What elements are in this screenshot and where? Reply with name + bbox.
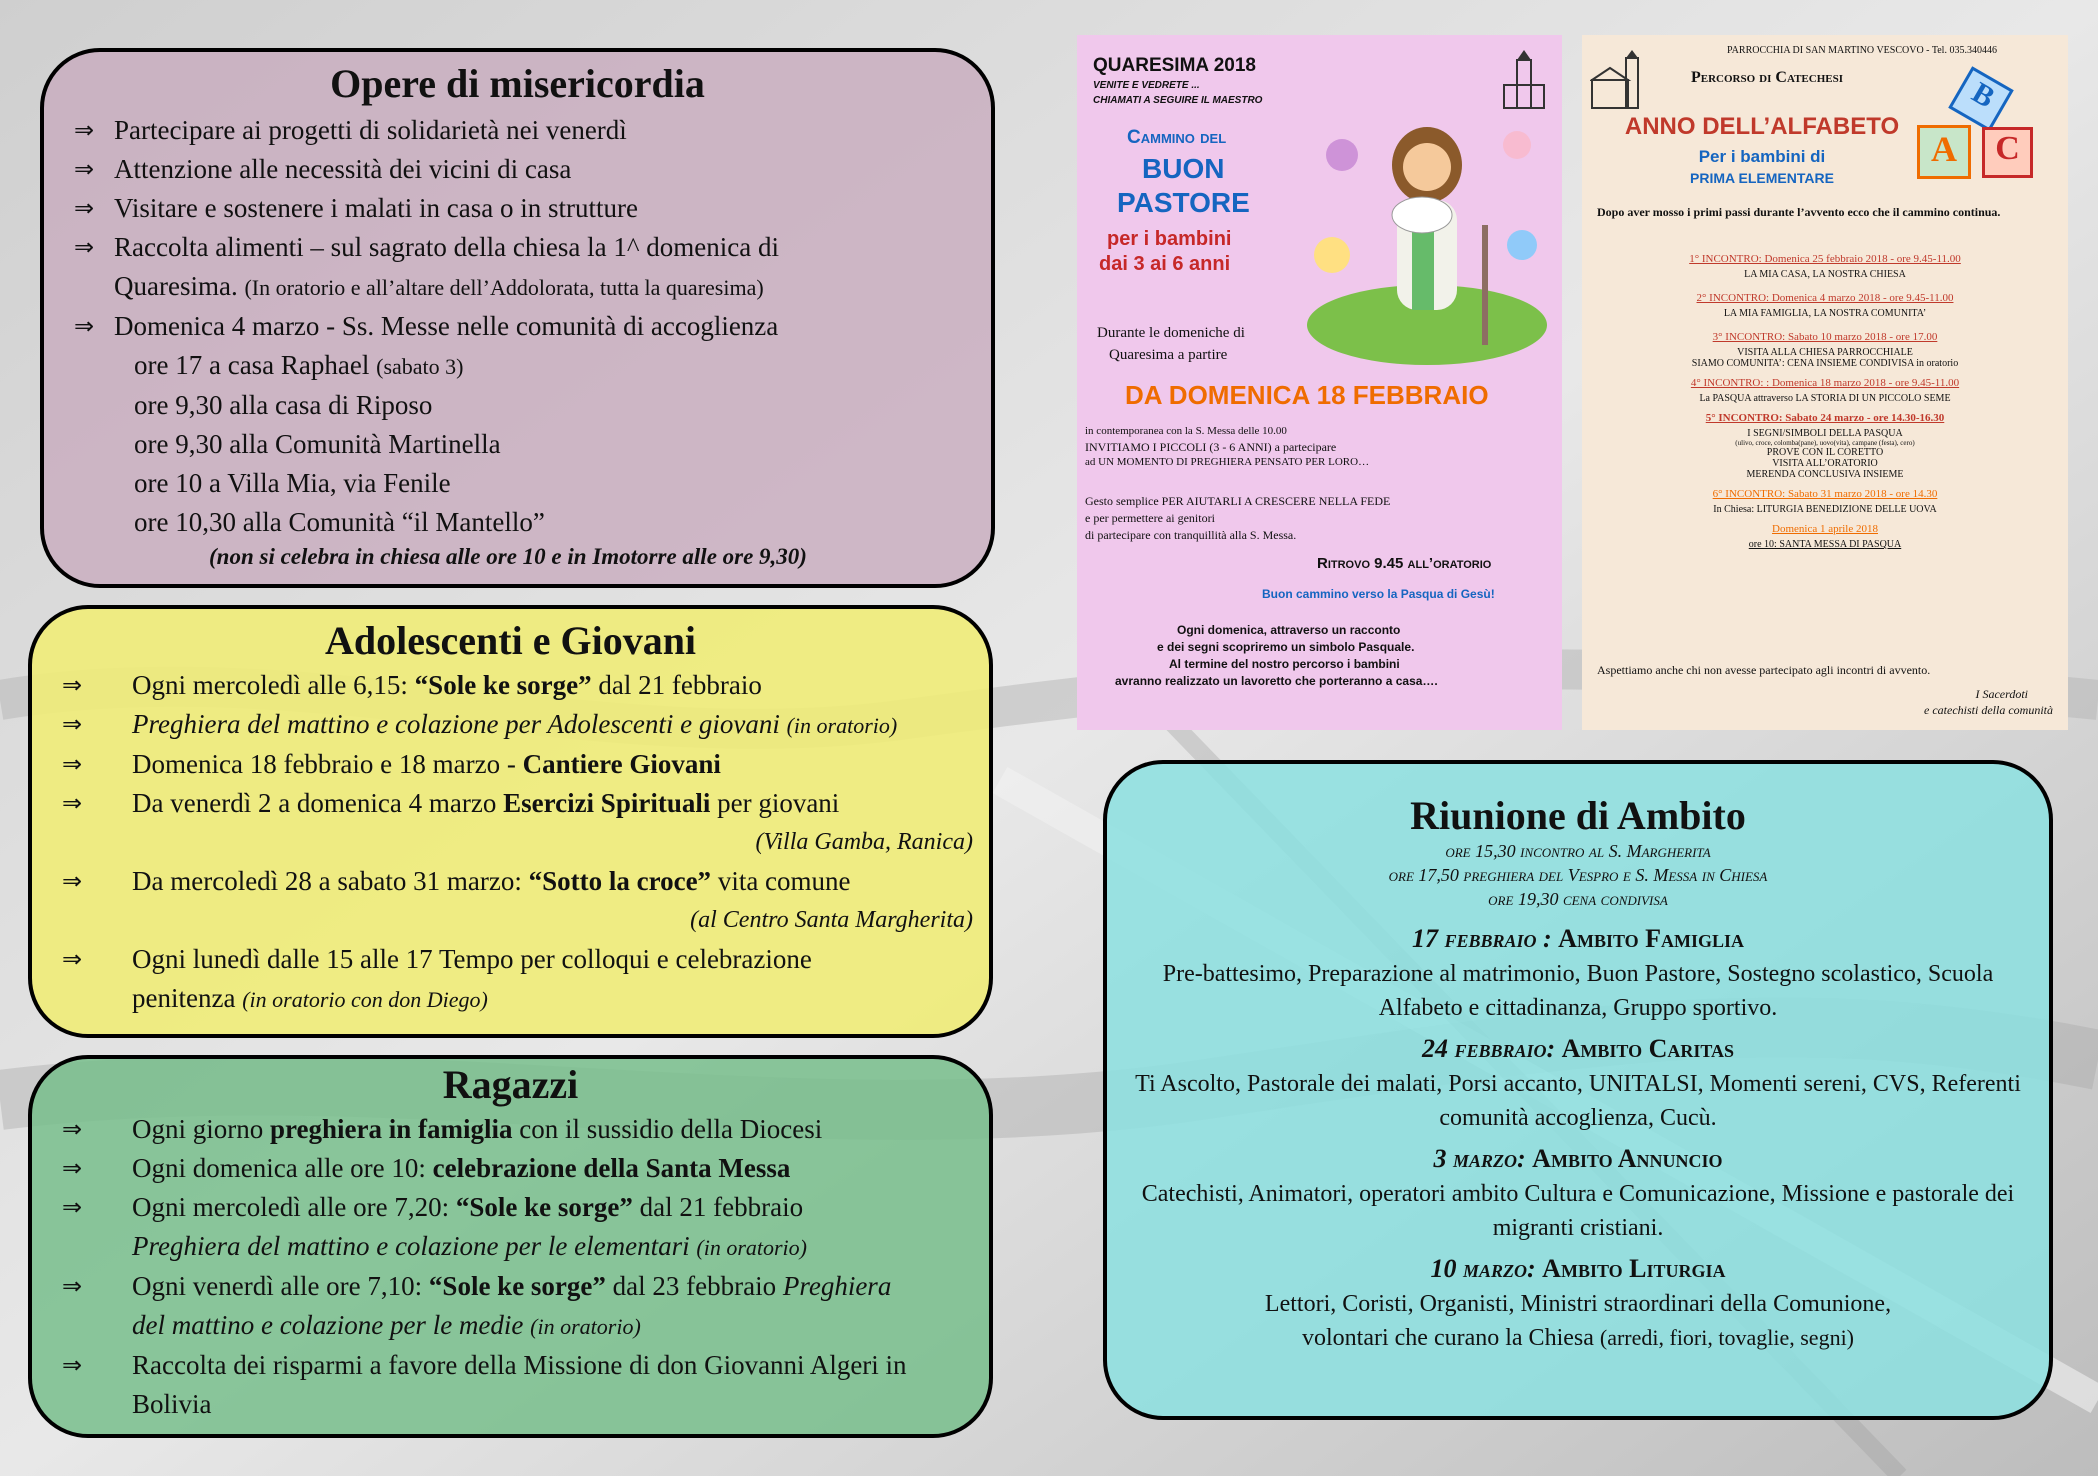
- poster1-date: DA DOMENICA 18 FEBBRAIO: [1125, 380, 1489, 410]
- poster1-heading: BUON: [1142, 153, 1225, 184]
- opere-box: [40, 48, 995, 588]
- poster1-heading: PASTORE: [1117, 187, 1250, 218]
- ragazzi-title: Ragazzi: [442, 1062, 579, 1107]
- arrow-icon: ⇒: [62, 1193, 83, 1221]
- poster1-title: QUARESIMA 2018: [1093, 55, 1256, 76]
- list-item: ⇒ Raccolta alimenti – sul sagrato della chiesa la 1^ domenica di Quaresima. (In oratorio e all’altare dell’Addolorata, tutta la quaresima): [44, 228, 991, 307]
- poster2-signature: I Sacerdoti: [1975, 687, 2028, 701]
- poster1-text: ad UN MOMENTO DI PREGHIERA PENSATO PER LORO…: [1085, 456, 1370, 468]
- poster1-text: INVITIAMO I PICCOLI (3 - 6 ANNI) a partecipare: [1085, 440, 1337, 454]
- arrow-icon: ⇒: [74, 312, 95, 340]
- poster1-subtitle: VENITE E VEDRETE ...: [1093, 80, 1200, 91]
- poster-buon-pastore: [1077, 35, 1562, 730]
- poster1-text: Ogni domenica, attraverso un racconto: [1177, 623, 1401, 637]
- list-item: ⇒ Ogni domenica alle ore 10: celebrazione della Santa Messa: [32, 1149, 989, 1188]
- poster1-text: Gesto semplice PER AIUTARLI A CRESCERE NELLA FEDE: [1085, 494, 1391, 508]
- list-item: ⇒ Ogni venerdì alle ore 7,10: “Sole ke sorge” dal 23 febbraio Preghiera del mattino e colazione per le medie (in oratorio): [32, 1267, 989, 1346]
- poster1-text: e dei segni scopriremo un simbolo Pasquale.: [1157, 640, 1415, 654]
- poster2-schedule: 1° INCONTRO: Domenica 25 febbraio 2018 - ore 9.45-11.00 LA MIA CASA, LA NOSTRA CHIESA 2° INCONTRO: Domenica 4 marzo 2018 - ore 9.45-11.00 LA MIA FAMIGLIA, LA NOSTRA COMUNITA’ 3° INCONTRO: Sabato 10 marzo 2018 - ore 17.00 VISITA ALLA CHIESA PARROCCHIALE SIAMO COMUNITA’: CENA INSIEME CONDIVISA in oratorio 4° INCONTRO: : Domenica 18 marzo 2018 - ore 9.45-11.00 La PASQUA attraverso LA STORIA DI UN PICCOLO SEME 5° INCONTRO: Sabato 24 marzo - ore 14.30-16.30 I SEGNI/SIMBOLI DELLA PASQUA (ulivo, croce, colomba(pane), uovo(vita), campane (festa), cero) PROVE CON IL CORETTO VISITA ALL’ORATORIO MERENDA CONCLUSIVA INSIEME 6° INCONTRO: Sabato 31 marzo 2018 - ore 14.30 In Chiesa: LITURGIA BENEDIZIONE DELLE UOVA Domenica 1 aprile 2018 ore 10: SANTA MESSA DI PASQUA: [1689, 253, 1961, 550]
- ambito-box: [1103, 760, 2053, 1420]
- arrow-icon: ⇒: [74, 233, 95, 261]
- poster2-subheading: Per i bambini di: [1698, 147, 1826, 166]
- arrow-icon: ⇒: [62, 1272, 83, 1300]
- list-item: ⇒ Ogni mercoledì alle ore 7,20: “Sole ke sorge” dal 21 febbraio Preghiera del mattino e colazione per le elementari (in oratorio): [32, 1188, 989, 1267]
- arrow-icon: ⇒: [62, 789, 83, 817]
- list-item: ⇒ Raccolta dei risparmi a favore della Missione di don Giovanni Algeri in Bolivia: [32, 1346, 989, 1424]
- arrow-icon: ⇒: [74, 116, 95, 144]
- arrow-icon: ⇒: [62, 1351, 83, 1379]
- ambito-title: Riunione di Ambito: [1410, 793, 1746, 838]
- poster1-meeting: Ritrovo 9.45 all’oratorio: [1317, 555, 1492, 572]
- ambito-section: 17 febbraio : Ambito Famiglia Pre-battesimo, Preparazione al matrimonio, Buon Pastore, Sostegno scolastico, Scuola Alfabeto e cittadinanza, Gruppo sportivo.: [1162, 924, 1994, 1021]
- poster2-title: Percorso di Catechesi: [1691, 69, 1843, 86]
- poster1-heading: dai 3 ai 6 anni: [1099, 253, 1231, 275]
- poster2-signature: e catechisti della comunità: [1924, 703, 2053, 717]
- arrow-icon: ⇒: [62, 1115, 83, 1143]
- adolescenti-box: [28, 605, 993, 1038]
- list-item: ⇒ Da venerdì 2 a domenica 4 marzo Esercizi Spirituali per giovani (Villa Gamba, Ranica): [32, 784, 989, 862]
- abc-blocks-icon: B A C: [1912, 75, 2052, 185]
- poster2-subheading: PRIMA ELEMENTARE: [1690, 170, 1834, 186]
- poster1-text: e per permettere ai genitori: [1085, 511, 1215, 525]
- ambito-schedule: ore 15,30 incontro al S. Margherita ore 17,50 preghiera del Vespro e S. Messa in Chiesa ore 19,30 cena condivisa: [1388, 841, 1768, 909]
- list-item: ⇒ Domenica 4 marzo - Ss. Messe nelle comunità di accoglienza ore 17 a casa Raphael (sabato 3) ore 9,30 alla casa di Riposo ore 9,30 alla Comunità Martinella ore 10 a Villa Mia, via Fenile ore 10,30 alla Comunità “il Mantello”: [44, 307, 991, 542]
- ragazzi-box: [28, 1055, 993, 1438]
- poster1-greeting: Buon cammino verso la Pasqua di Gesù!: [1262, 587, 1495, 601]
- opere-footnote: (non si celebra in chiesa alle ore 10 e in Imotorre alle ore 9,30): [209, 544, 807, 569]
- arrow-icon: ⇒: [62, 750, 83, 778]
- arrow-icon: ⇒: [74, 155, 95, 183]
- poster1-text: Durante le domeniche di: [1097, 325, 1245, 341]
- poster2-heading: ANNO DELL’ALFABETO: [1624, 113, 1900, 140]
- poster1-heading: Cammino del: [1127, 127, 1227, 148]
- poster1-text: Quaresima a partire: [1109, 347, 1228, 363]
- arrow-icon: ⇒: [62, 710, 83, 738]
- adolescenti-title: Adolescenti e Giovani: [324, 618, 697, 663]
- poster1-text: avranno realizzato un lavoretto che porteranno a casa….: [1115, 674, 1438, 688]
- arrow-icon: ⇒: [62, 1154, 83, 1182]
- poster-alfabeto: [1582, 35, 2068, 730]
- poster1-subtitle: CHIAMATI A SEGUIRE IL MAESTRO: [1093, 95, 1263, 106]
- list-item: ⇒ Preghiera del mattino e colazione per Adolescenti e giovani (in oratorio): [32, 705, 989, 745]
- list-item: ⇒ Domenica 18 febbraio e 18 marzo - Cantiere Giovani: [32, 745, 989, 784]
- ambito-section: 24 febbraio: Ambito Caritas Ti Ascolto, Pastorale dei malati, Porsi accanto, UNITALSI, Momenti sereni, CVS, Referenti comunità accoglienza, Cucù.: [1135, 1034, 2021, 1131]
- ambito-section: 10 marzo: Ambito Liturgia Lettori, Coristi, Organisti, Ministri straordinari della Comunione, volontari che curano la Chiesa (arredi, fiori, tovaglie, segni): [1264, 1254, 1892, 1351]
- arrow-icon: ⇒: [62, 867, 83, 895]
- list-item: ⇒ Attenzione alle necessità dei vicini di casa: [44, 150, 991, 189]
- poster1-text: in contemporanea con la S. Messa delle 10.00: [1085, 425, 1287, 437]
- list-item: ⇒ Da mercoledì 28 a sabato 31 marzo: “Sotto la croce” vita comune (al Centro Santa Margherita): [32, 862, 989, 940]
- poster2-header: PARROCCHIA DI SAN MARTINO VESCOVO - Tel. 035.340446: [1727, 45, 1997, 56]
- poster1-text: di partecipare con tranquillità alla S. Messa.: [1085, 528, 1297, 542]
- arrow-icon: ⇒: [74, 194, 95, 222]
- list-item: ⇒ Ogni giorno preghiera in famiglia con il sussidio della Diocesi: [32, 1110, 989, 1149]
- poster1-text: Al termine del nostro percorso i bambini: [1169, 657, 1400, 671]
- opere-title: Opere di misericordia: [330, 61, 705, 106]
- list-item: ⇒ Ogni mercoledì alle 6,15: “Sole ke sorge” dal 21 febbraio: [32, 666, 989, 705]
- good-shepherd-illustration: [1302, 95, 1552, 365]
- church-icon: [1590, 50, 1645, 110]
- ambito-section: 3 marzo: Ambito Annuncio Catechisti, Animatori, operatori ambito Cultura e Comunicazione, Missione e pastorale dei migranti cristiani.: [1141, 1144, 2015, 1241]
- list-item: ⇒ Partecipare ai progetti di solidarietà nei venerdì: [44, 111, 991, 150]
- poster2-closing: Aspettiamo anche chi non avesse partecipato agli incontri di avvento.: [1597, 663, 1931, 677]
- list-item: ⇒ Visitare e sostenere i malati in casa o in strutture: [44, 189, 991, 228]
- poster2-intro: Dopo aver mosso i primi passi durante l’avvento ecco che il cammino continua.: [1597, 205, 2001, 219]
- arrow-icon: ⇒: [62, 945, 83, 973]
- list-item: ⇒ Ogni lunedì dalle 15 alle 17 Tempo per colloqui e celebrazione penitenza (in oratorio con don Diego): [32, 940, 989, 1019]
- arrow-icon: ⇒: [62, 671, 83, 699]
- poster1-heading: per i bambini: [1107, 228, 1232, 250]
